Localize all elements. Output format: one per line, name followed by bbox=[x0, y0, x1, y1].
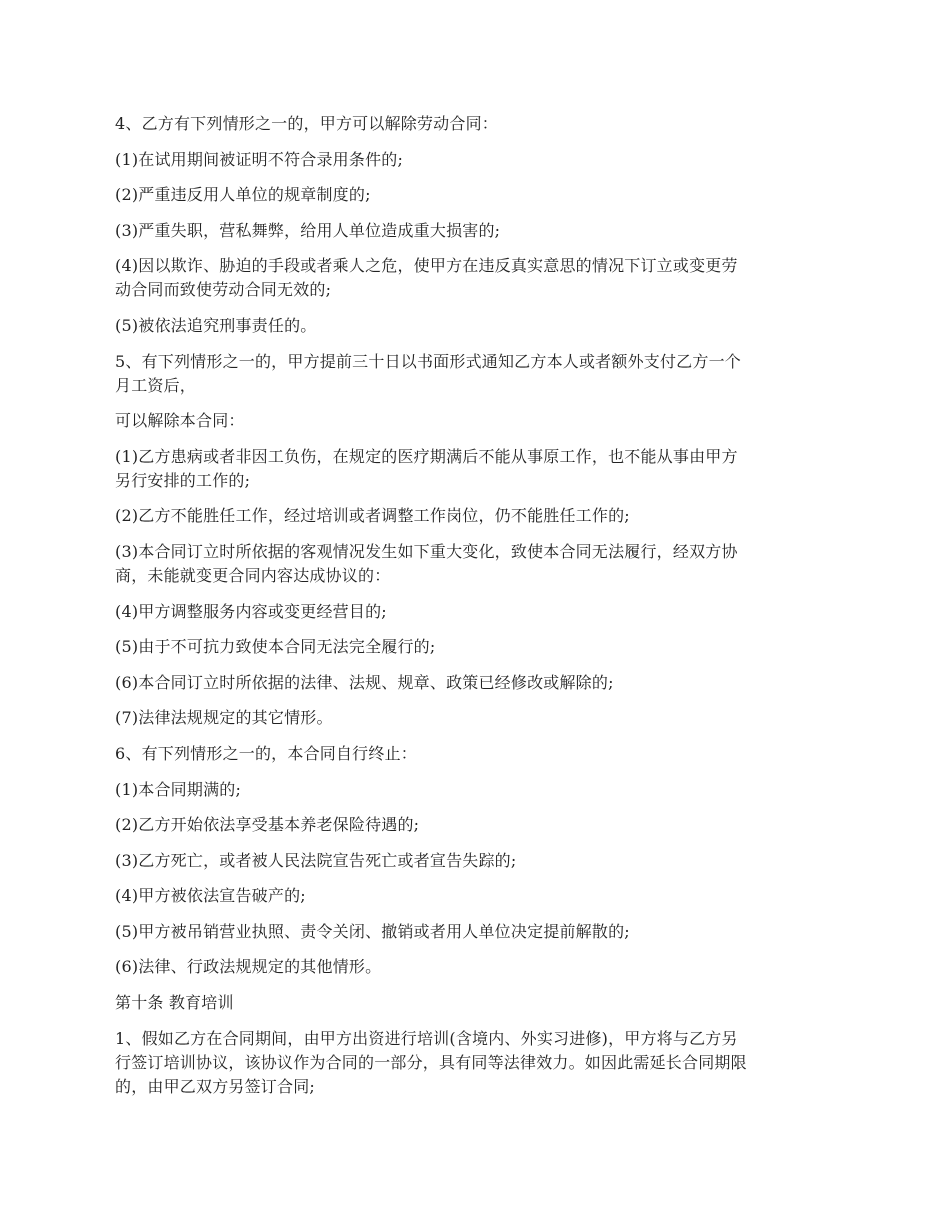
paragraph-clause-6-item-2: (2)乙方开始依法享受基本养老保险待遇的; bbox=[115, 815, 420, 835]
paragraph-clause-6-item-4: (4)甲方被依法宣告破产的; bbox=[115, 886, 306, 906]
paragraph-clause-5-item-3: (3)本合同订立时所依据的客观情况发生如下重大变化，致使本合同无法履行，经双方协 商，未能就变更合同内容达成协议的： bbox=[115, 541, 738, 585]
paragraph-clause-5-continuation: 可以解除本合同： bbox=[115, 411, 245, 431]
paragraph-article-10-item-1: 1、假如乙方在合同期间，由甲方出资进行培训(含境内、外实习进修)，甲方将与乙方另 行签订培训协议，该协议作为合同的一部分，具有同等法律效力。如因此需延长合同期限 的，由甲乙双方另签订合同; bbox=[115, 1028, 747, 1096]
paragraph-clause-6-item-5: (5)甲方被吊销营业执照、责令关闭、撤销或者用人单位决定提前解散的; bbox=[115, 921, 630, 941]
paragraph-clause-4-item-5: (5)被依法追究刑事责任的。 bbox=[115, 315, 317, 335]
paragraph-clause-4-item-3: (3)严重失职，营私舞弊，给用人单位造成重大损害的; bbox=[115, 220, 501, 240]
paragraph-clause-6-item-1: (1)本合同期满的; bbox=[115, 779, 242, 799]
paragraph-clause-5-item-4: (4)甲方调整服务内容或变更经营目的; bbox=[115, 601, 387, 621]
document-body bbox=[115, 112, 843, 1110]
paragraph-clause-6-item-6: (6)法律、行政法规规定的其他情形。 bbox=[115, 957, 382, 977]
paragraph-clause-4-item-1: (1)在试用期间被证明不符合录用条件的; bbox=[115, 149, 404, 169]
paragraph-clause-5-intro: 5、有下列情形之一的，甲方提前三十日以书面形式通知乙方本人或者额外支付乙方一个 月工资后， bbox=[115, 351, 741, 395]
paragraph-clause-5-item-5: (5)由于不可抗力致使本合同无法完全履行的; bbox=[115, 637, 436, 657]
paragraph-clause-5-item-1: (1)乙方患病或者非因工负伤，在规定的医疗期满后不能从事原工作，也不能从事由甲方 另行安排的工作的; bbox=[115, 446, 738, 490]
paragraph-clause-6-item-3: (3)乙方死亡，或者被人民法院宣告死亡或者宣告失踪的; bbox=[115, 850, 517, 870]
paragraph-clause-5-item-2: (2)乙方不能胜任工作，经过培训或者调整工作岗位，仍不能胜任工作的; bbox=[115, 506, 630, 526]
paragraph-clause-5-item-6: (6)本合同订立时所依据的法律、法规、规章、政策已经修改或解除的; bbox=[115, 672, 614, 692]
section-heading-article-10: 第十条 教育培训 bbox=[115, 993, 234, 1013]
paragraph-clause-6-intro: 6、有下列情形之一的，本合同自行终止： bbox=[115, 743, 417, 763]
paragraph-clause-5-item-7: (7)法律法规规定的其它情形。 bbox=[115, 708, 333, 728]
paragraph-clause-4-intro: 4、乙方有下列情形之一的，甲方可以解除劳动合同： bbox=[115, 114, 498, 133]
paragraph-clause-4-item-2: (2)严重违反用人单位的规章制度的; bbox=[115, 185, 371, 205]
paragraph-clause-4-item-4: (4)因以欺诈、胁迫的手段或者乘人之危，使甲方在违反真实意思的情况下订立或变更劳 动合同而致使劳动合同无效的; bbox=[115, 256, 738, 300]
